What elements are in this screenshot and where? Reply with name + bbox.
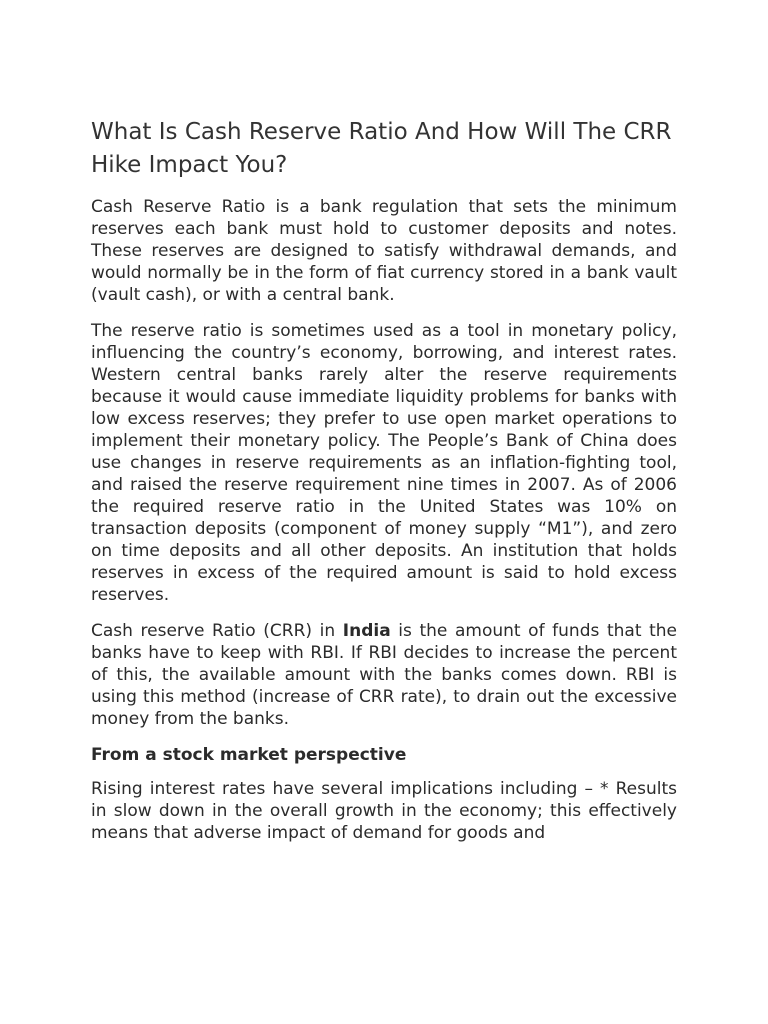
paragraph-crr-india — [91, 620, 677, 730]
paragraph-cash-reserve-definition: Cash Reserve Ratio is a bank regulation that sets the minimum reserves each bank must hold to customer deposits and notes. These reserves are designed to satisfy withdrawal demands, and would normally be in the form of fiat currency stored in a bank vault (vault cash), or with a central bank. — [91, 197, 677, 305]
paragraph-crr-india-intro: Cash reserve Ratio (CRR) in — [91, 621, 343, 641]
paragraph-monetary-policy: The reserve ratio is sometimes used as a tool in monetary policy, influencing the country’s economy, borrowing, and interest rates. Western central banks rarely alter the reserve requirements because it would cause immediate liquidity problems for banks with low excess reserves; they prefer to use open market operations to implement their monetary policy. The People’s Bank of China does use changes in reserve requirements as an inflation-fighting tool, and raised the reserve requirement nine times in 2007. As of 2006 the required reserve ratio in the United States was 10% on transaction deposits (component of money supply “M1”), and zero on time deposits and all other deposits. An institution that holds reserves in excess of the required amount is said to hold excess reserves. — [91, 321, 677, 605]
india-bold-text: India — [342, 621, 391, 641]
section-heading-stock-market: From a stock market perspective — [91, 745, 407, 765]
paragraph-crr-india-body: is the amount of funds that the banks have to keep with RBI. If RBI decides to increase the percent of this, the available amount with the banks comes down. RBI is using this method (increase of CRR rate), to drain out the excessive money from the banks. — [91, 621, 677, 729]
document-title: What Is Cash Reserve Ratio And How Will The CRR Hike Impact You? — [91, 119, 672, 178]
paragraph-interest-rate-implications: Rising interest rates have several implications including – * Results in slow down in the overall growth in the economy; this effectively means that adverse impact of demand for goods and — [91, 779, 677, 843]
